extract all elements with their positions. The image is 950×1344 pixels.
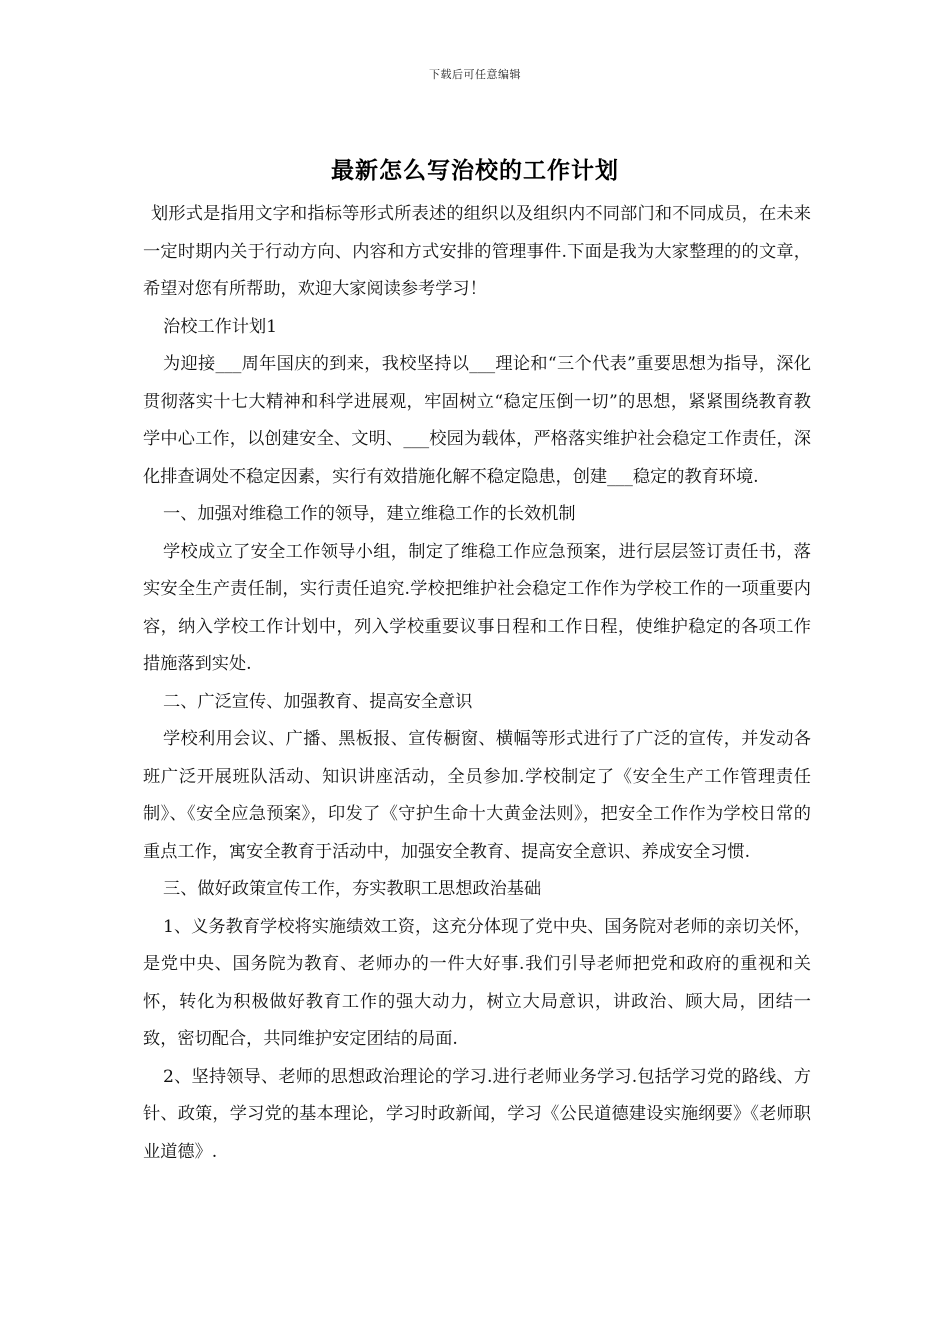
section-2-paragraph: 学校利用会议、广播、黑板报、宣传橱窗、横幅等形式进行了广泛的宣传，并发动各班广泛开展班队活动、知识讲座活动，全员参加.学校制定了《安全生产工作管理责任制》、《安全应急预案》，印发了《守护生命十大黄金法则》，把安全工作作为学校日常的重点工作，寓安全教育于活动中，加强安全教育、提高安全意识、养成安全习惯. [143,729,811,862]
section-1-paragraph: 学校成立了安全工作领导小组，制定了维稳工作应急预案，进行层层签订责任书，落实安全生产责任制，实行责任追究.学校把维护社会稳定工作作为学校工作的一项重要内容，纳入学校工作计划中，列入学校重要议事日程和工作日程，使维护稳定的各项工作措施落到实处. [143,541,811,674]
section-3-item-2: 2、坚持领导、老师的思想政治理论的学习.进行老师业务学习.包括学习党的路线、方针、政策，学习党的基本理论，学习时政新闻，学习《公民道德建设实施纲要》《老师职业道德》. [143,1066,811,1162]
document-title: 最新怎么写治校的工作计划 [331,157,619,184]
header-note: 下载后可任意编辑 [429,68,521,81]
section-3-item-1: 1、义务教育学校将实施绩效工资，这充分体现了党中央、国务院对老师的亲切关怀，是党中央、国务院为教育、老师办的一件大好事.我们引导老师把党和政府的重视和关怀，转化为积极做好教育工作的强大动力，树立大局意识，讲政治、顾大局，团结一致，密切配合，共同维护安定团结的局面. [143,916,811,1049]
intro-paragraph: 划形式是指用文字和指标等形式所表述的组织以及组织内不同部门和不同成员，在未来一定时期内关于行动方向、内容和方式安排的管理事件.下面是我为大家整理的的文章，希望对您有所帮助，欢迎大家阅读参考学习！ [143,204,811,299]
plan-overview-paragraph: 为迎接___周年国庆的到来，我校坚持以___理论和“三个代表”重要思想为指导，深化贯彻落实十七大精神和科学进展观，牢固树立“稳定压倒一切”的思想，紧紧围绕教育教学中心工作，以创建安全、文明、___校园为载体，严格落实维护社会稳定工作责任，深化排查调处不稳定因素，实行有效措施化解不稳定隐患，创建___稳定的教育环境. [143,354,811,487]
document-body [143,196,811,1171]
section-heading-2: 二、广泛宣传、加强教育、提高安全意识 [163,691,473,712]
section-heading-3: 三、做好政策宣传工作，夯实教职工思想政治基础 [163,879,542,899]
section-heading-plan-1: 治校工作计划1 [163,316,278,337]
section-heading-1: 一、加强对维稳工作的领导，建立维稳工作的长效机制 [163,504,576,524]
